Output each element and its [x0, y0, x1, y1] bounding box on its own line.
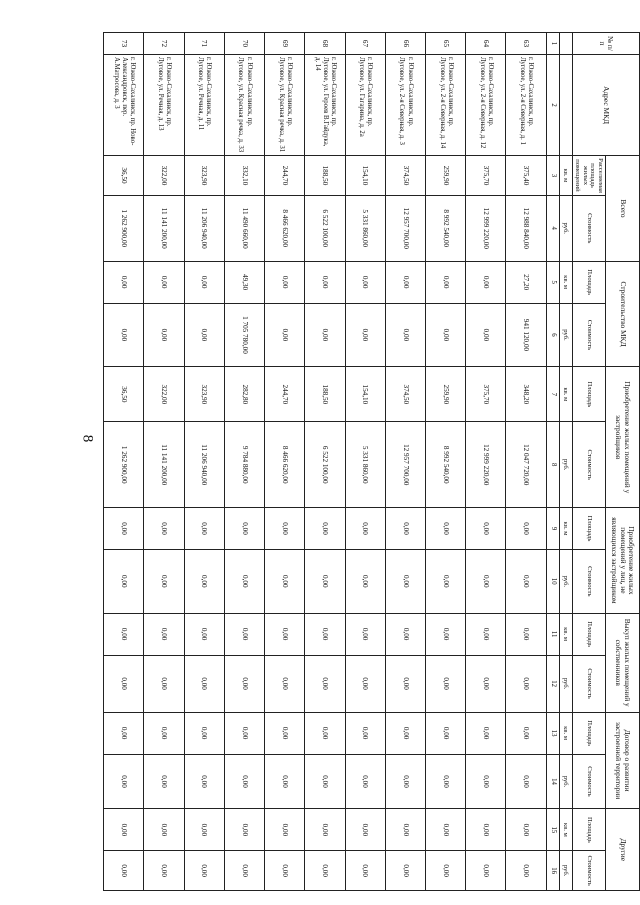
cell-buyout-cost: 0,00 [184, 655, 224, 712]
cell-construction-cost: 0,00 [425, 303, 465, 367]
cell-purchase-dev-area: 323,90 [184, 367, 224, 422]
cell-purchase-nondev-cost: 0,00 [425, 549, 465, 613]
cell-purchase-nondev-area: 0,00 [466, 508, 506, 550]
cell-total-cost: 11 490 660,00 [224, 195, 264, 261]
header-purchase-developers: Приобретение жилых помещений у застройщиков [606, 367, 640, 508]
cell-total-area: 375,70 [466, 156, 506, 196]
table-row [345, 33, 385, 891]
cell-purchase-dev-cost: 1 262 900,00 [104, 422, 144, 508]
cell-construction-area: 0,00 [305, 261, 345, 303]
cell-purchase-nondev-area: 0,00 [345, 508, 385, 550]
unit-cost: руб. [559, 303, 572, 367]
cell-purchase-nondev-area: 0,00 [305, 508, 345, 550]
cell-construction-area: 0,00 [385, 261, 425, 303]
column-number: 6 [546, 303, 559, 367]
column-number: 12 [546, 655, 559, 712]
table-row [466, 33, 506, 891]
cell-construction-cost: 0,00 [265, 303, 305, 367]
unit-area: кв. м [559, 156, 572, 196]
cell-purchase-nondev-cost: 0,00 [305, 549, 345, 613]
column-number: 7 [546, 367, 559, 422]
cell-buyout-cost: 0,00 [265, 655, 305, 712]
rotated-table-container [103, 32, 640, 891]
cell-other-area: 0,00 [265, 809, 305, 851]
table-row [265, 33, 305, 891]
cell-construction-cost: 1 705 780,00 [224, 303, 264, 367]
cell-other-area: 0,00 [425, 809, 465, 851]
table-row [305, 33, 345, 891]
row-number: 64 [466, 33, 506, 55]
cell-agreement-cost: 0,00 [305, 754, 345, 809]
cell-purchase-nondev-cost: 0,00 [345, 549, 385, 613]
cell-agreement-area: 0,00 [144, 712, 184, 754]
cell-purchase-nondev-cost: 0,00 [224, 549, 264, 613]
cell-purchase-nondev-cost: 0,00 [144, 549, 184, 613]
cell-construction-cost: 0,00 [144, 303, 184, 367]
cell-total-cost: 8 992 540,00 [425, 195, 465, 261]
column-number: 3 [546, 156, 559, 196]
cell-buyout-area: 0,00 [466, 613, 506, 655]
header-cost: Стоимость [572, 655, 605, 712]
column-number: 15 [546, 809, 559, 851]
table-row [385, 33, 425, 891]
cell-total-area: 36,50 [104, 156, 144, 196]
cell-purchase-nondev-area: 0,00 [506, 508, 546, 550]
cell-purchase-nondev-cost: 0,00 [184, 549, 224, 613]
header-sub-row [572, 33, 605, 891]
cell-buyout-area: 0,00 [144, 613, 184, 655]
cell-buyout-cost: 0,00 [385, 655, 425, 712]
row-address: г. Южно-Сахалинск, пр. Луговое, ул. 2-я Северная, д. 12 [466, 54, 506, 155]
row-address: г. Южно-Сахалинск, пр. Луговое, ул. Речная, д. 13 [144, 54, 184, 155]
row-address: г. Южно-Сахалинск, пр. Луговое, ул. Красная речка, д. 33 [224, 54, 264, 155]
row-address: г. Южно-Сахалинск, пр. Луговое, ул. Гагарина, д. 2а [345, 54, 385, 155]
cell-buyout-cost: 0,00 [144, 655, 184, 712]
cell-other-cost: 0,00 [184, 851, 224, 891]
cell-purchase-dev-cost: 5 331 860,00 [345, 422, 385, 508]
header-construction: Строительство МКД [606, 261, 640, 367]
cell-construction-area: 27,20 [506, 261, 546, 303]
cell-buyout-cost: 0,00 [345, 655, 385, 712]
cell-other-area: 0,00 [466, 809, 506, 851]
cell-other-cost: 0,00 [265, 851, 305, 891]
header-area: Площадь [572, 261, 605, 303]
cell-other-cost: 0,00 [305, 851, 345, 891]
cell-buyout-area: 0,00 [425, 613, 465, 655]
cell-buyout-area: 0,00 [345, 613, 385, 655]
column-number: 9 [546, 508, 559, 550]
row-number: 67 [345, 33, 385, 55]
unit-cost: руб. [559, 549, 572, 613]
cell-agreement-cost: 0,00 [144, 754, 184, 809]
row-address: г. Южно-Сахалинск, пр. Ново-Александровск, пер. А.Матросова, д. 3 [104, 54, 144, 155]
cell-buyout-area: 0,00 [506, 613, 546, 655]
table-row [506, 33, 546, 891]
cell-agreement-cost: 0,00 [224, 754, 264, 809]
cell-construction-cost: 0,00 [466, 303, 506, 367]
cell-purchase-dev-cost: 11 141 200,00 [144, 422, 184, 508]
page-number: 8 [79, 434, 96, 443]
unit-area: кв. м [559, 712, 572, 754]
unit-area: кв. м [559, 809, 572, 851]
cell-other-area: 0,00 [506, 809, 546, 851]
cell-agreement-cost: 0,00 [385, 754, 425, 809]
header-cost: Стоимость [572, 851, 605, 891]
cell-other-cost: 0,00 [104, 851, 144, 891]
cell-total-cost: 11 141 200,00 [144, 195, 184, 261]
cell-other-cost: 0,00 [466, 851, 506, 891]
cell-buyout-area: 0,00 [104, 613, 144, 655]
column-number-row [546, 33, 559, 891]
cell-other-cost: 0,00 [385, 851, 425, 891]
row-address: г. Южно-Сахалинск, пр. Луговое, ул. Героев В.Гайдука, д. 14 [305, 54, 345, 155]
cell-construction-area: 0,00 [466, 261, 506, 303]
cell-construction-area: 0,00 [184, 261, 224, 303]
cell-purchase-nondev-cost: 0,00 [385, 549, 425, 613]
row-number: 71 [184, 33, 224, 55]
cell-agreement-area: 0,00 [466, 712, 506, 754]
cell-buyout-area: 0,00 [305, 613, 345, 655]
cell-other-area: 0,00 [305, 809, 345, 851]
cell-total-area: 322,00 [144, 156, 184, 196]
resettlement-table [103, 32, 640, 891]
cell-other-cost: 0,00 [144, 851, 184, 891]
cell-purchase-nondev-area: 0,00 [104, 508, 144, 550]
cell-purchase-dev-area: 374,50 [385, 367, 425, 422]
cell-other-cost: 0,00 [224, 851, 264, 891]
column-number: 1 [546, 33, 559, 55]
cell-other-area: 0,00 [224, 809, 264, 851]
cell-construction-area: 0,00 [345, 261, 385, 303]
cell-other-area: 0,00 [104, 809, 144, 851]
cell-agreement-area: 0,00 [224, 712, 264, 754]
cell-purchase-nondev-cost: 0,00 [466, 549, 506, 613]
column-number: 4 [546, 195, 559, 261]
header-cost: Стоимость [572, 422, 605, 508]
row-number: 73 [104, 33, 144, 55]
header-cost: Стоимость [572, 754, 605, 809]
cell-purchase-dev-area: 375,70 [466, 367, 506, 422]
column-number: 14 [546, 754, 559, 809]
cell-purchase-dev-area: 259,90 [425, 367, 465, 422]
cell-purchase-dev-cost: 8 466 620,00 [265, 422, 305, 508]
cell-other-cost: 0,00 [425, 851, 465, 891]
cell-construction-cost: 0,00 [104, 303, 144, 367]
cell-construction-area: 49,30 [224, 261, 264, 303]
cell-buyout-cost: 0,00 [224, 655, 264, 712]
cell-purchase-dev-area: 322,00 [144, 367, 184, 422]
row-address: г. Южно-Сахалинск, пр. Луговое, ул. 2-я Северная, д. 1 [506, 54, 546, 155]
unit-cost: руб. [559, 655, 572, 712]
header-area: Площадь [572, 613, 605, 655]
cell-purchase-dev-cost: 9 784 880,00 [224, 422, 264, 508]
header-area: Площадь [572, 809, 605, 851]
cell-construction-cost: 0,00 [184, 303, 224, 367]
table-row [184, 33, 224, 891]
cell-purchase-dev-cost: 12 047 720,00 [506, 422, 546, 508]
cell-purchase-nondev-area: 0,00 [385, 508, 425, 550]
header-total: Всего [606, 156, 640, 262]
cell-total-area: 188,50 [305, 156, 345, 196]
column-number: 13 [546, 712, 559, 754]
cell-purchase-dev-area: 282,80 [224, 367, 264, 422]
cell-construction-area: 0,00 [144, 261, 184, 303]
header-no: № п/п [572, 33, 639, 55]
cell-purchase-nondev-cost: 0,00 [265, 549, 305, 613]
cell-total-area: 323,90 [184, 156, 224, 196]
cell-total-area: 332,10 [224, 156, 264, 196]
cell-purchase-dev-cost: 11 206 940,00 [184, 422, 224, 508]
header-area: Площадь [572, 508, 605, 550]
cell-purchase-dev-area: 348,20 [506, 367, 546, 422]
row-number: 68 [305, 33, 345, 55]
cell-agreement-area: 0,00 [506, 712, 546, 754]
cell-agreement-area: 0,00 [184, 712, 224, 754]
cell-buyout-cost: 0,00 [506, 655, 546, 712]
cell-construction-cost: 0,00 [345, 303, 385, 367]
cell-buyout-area: 0,00 [184, 613, 224, 655]
header-buyout: Выкуп жилых помещений у собственников [606, 613, 640, 712]
cell-agreement-area: 0,00 [385, 712, 425, 754]
cell-buyout-cost: 0,00 [425, 655, 465, 712]
header-area: Площадь [572, 712, 605, 754]
cell-purchase-nondev-area: 0,00 [425, 508, 465, 550]
cell-agreement-area: 0,00 [305, 712, 345, 754]
header-purchase-non-developers: Приобретение жилых помещений у лиц, не являющихся застройщиком [606, 508, 640, 614]
cell-total-area: 154,10 [345, 156, 385, 196]
header-agreement: Договор о развитии застроенной территории [606, 712, 640, 809]
cell-other-area: 0,00 [345, 809, 385, 851]
cell-agreement-area: 0,00 [265, 712, 305, 754]
cell-purchase-dev-area: 244,70 [265, 367, 305, 422]
cell-buyout-cost: 0,00 [305, 655, 345, 712]
row-address: г. Южно-Сахалинск, пр. Луговое, ул. 2-я Северная, д. 3 [385, 54, 425, 155]
cell-total-cost: 1 262 900,00 [104, 195, 144, 261]
unit-area: кв. м [559, 508, 572, 550]
unit-area: кв. м [559, 613, 572, 655]
cell-construction-cost: 0,00 [385, 303, 425, 367]
cell-total-area: 244,70 [265, 156, 305, 196]
row-number: 66 [385, 33, 425, 55]
cell-construction-area: 0,00 [104, 261, 144, 303]
row-number: 69 [265, 33, 305, 55]
row-address: г. Южно-Сахалинск, пр. Луговое, ул. Красная речка, д. 31 [265, 54, 305, 155]
cell-total-cost: 8 466 620,00 [265, 195, 305, 261]
cell-buyout-cost: 0,00 [466, 655, 506, 712]
row-number: 65 [425, 33, 465, 55]
header-cost: Стоимость [572, 303, 605, 367]
cell-purchase-dev-area: 188,50 [305, 367, 345, 422]
column-number: 16 [546, 851, 559, 891]
cell-purchase-nondev-cost: 0,00 [104, 549, 144, 613]
cell-other-area: 0,00 [144, 809, 184, 851]
cell-purchase-dev-cost: 6 522 100,00 [305, 422, 345, 508]
table-row [104, 33, 144, 891]
cell-total-cost: 11 206 940,00 [184, 195, 224, 261]
unit-area: кв. м [559, 261, 572, 303]
cell-agreement-cost: 0,00 [466, 754, 506, 809]
cell-construction-cost: 0,00 [305, 303, 345, 367]
column-number: 8 [546, 422, 559, 508]
cell-total-area: 374,50 [385, 156, 425, 196]
row-number: 63 [506, 33, 546, 55]
cell-buyout-cost: 0,00 [104, 655, 144, 712]
table-row [224, 33, 264, 891]
row-address: г. Южно-Сахалинск, пр. Луговое, ул. Речная, д. 11 [184, 54, 224, 155]
cell-construction-cost: 941 120,00 [506, 303, 546, 367]
header-unit-row [559, 33, 572, 891]
cell-other-cost: 0,00 [506, 851, 546, 891]
table-row [425, 33, 465, 891]
column-number: 10 [546, 549, 559, 613]
cell-total-area: 259,90 [425, 156, 465, 196]
cell-purchase-nondev-area: 0,00 [184, 508, 224, 550]
cell-purchase-nondev-area: 0,00 [224, 508, 264, 550]
cell-other-cost: 0,00 [345, 851, 385, 891]
cell-agreement-cost: 0,00 [265, 754, 305, 809]
column-number: 11 [546, 613, 559, 655]
cell-agreement-area: 0,00 [345, 712, 385, 754]
cell-buyout-area: 0,00 [385, 613, 425, 655]
cell-total-cost: 12 957 700,00 [385, 195, 425, 261]
table-row [144, 33, 184, 891]
cell-construction-area: 0,00 [425, 261, 465, 303]
column-number: 5 [546, 261, 559, 303]
unit-cost: руб. [559, 754, 572, 809]
cell-total-cost: 6 522 100,00 [305, 195, 345, 261]
cell-agreement-cost: 0,00 [425, 754, 465, 809]
header-area: Площадь [572, 367, 605, 422]
cell-agreement-area: 0,00 [104, 712, 144, 754]
row-number: 70 [224, 33, 264, 55]
cell-construction-area: 0,00 [265, 261, 305, 303]
header-cost: Стоимость [572, 549, 605, 613]
header-address: Адрес МКД [572, 54, 639, 155]
header-other: Другие [606, 809, 640, 891]
cell-purchase-dev-cost: 12 999 220,00 [466, 422, 506, 508]
unit-cost: руб. [559, 195, 572, 261]
cell-total-cost: 12 999 220,00 [466, 195, 506, 261]
row-address: г. Южно-Сахалинск, пр. Луговое, ул. 2-я Северная, д. 14 [425, 54, 465, 155]
row-number: 72 [144, 33, 184, 55]
unit-cost: руб. [559, 851, 572, 891]
cell-agreement-cost: 0,00 [184, 754, 224, 809]
cell-purchase-nondev-area: 0,00 [144, 508, 184, 550]
column-number: 2 [546, 54, 559, 155]
cell-other-area: 0,00 [184, 809, 224, 851]
unit-cost: руб. [559, 422, 572, 508]
cell-agreement-area: 0,00 [425, 712, 465, 754]
unit-area: кв. м [559, 367, 572, 422]
cell-total-cost: 5 331 860,00 [345, 195, 385, 261]
cell-purchase-dev-cost: 8 992 540,00 [425, 422, 465, 508]
cell-agreement-cost: 0,00 [345, 754, 385, 809]
header-cost: Стоимость [572, 195, 605, 261]
cell-buyout-area: 0,00 [224, 613, 264, 655]
cell-agreement-cost: 0,00 [104, 754, 144, 809]
cell-total-cost: 12 988 840,00 [506, 195, 546, 261]
cell-other-area: 0,00 [385, 809, 425, 851]
cell-purchase-dev-cost: 12 957 700,00 [385, 422, 425, 508]
cell-purchase-nondev-cost: 0,00 [506, 549, 546, 613]
cell-purchase-dev-area: 36,50 [104, 367, 144, 422]
cell-purchase-dev-area: 154,10 [345, 367, 385, 422]
header-group-row [606, 33, 640, 891]
cell-total-area: 375,40 [506, 156, 546, 196]
cell-buyout-area: 0,00 [265, 613, 305, 655]
cell-agreement-cost: 0,00 [506, 754, 546, 809]
cell-purchase-nondev-area: 0,00 [265, 508, 305, 550]
header-area-settled: Расселяемая площадь жилых помещений [572, 156, 605, 196]
